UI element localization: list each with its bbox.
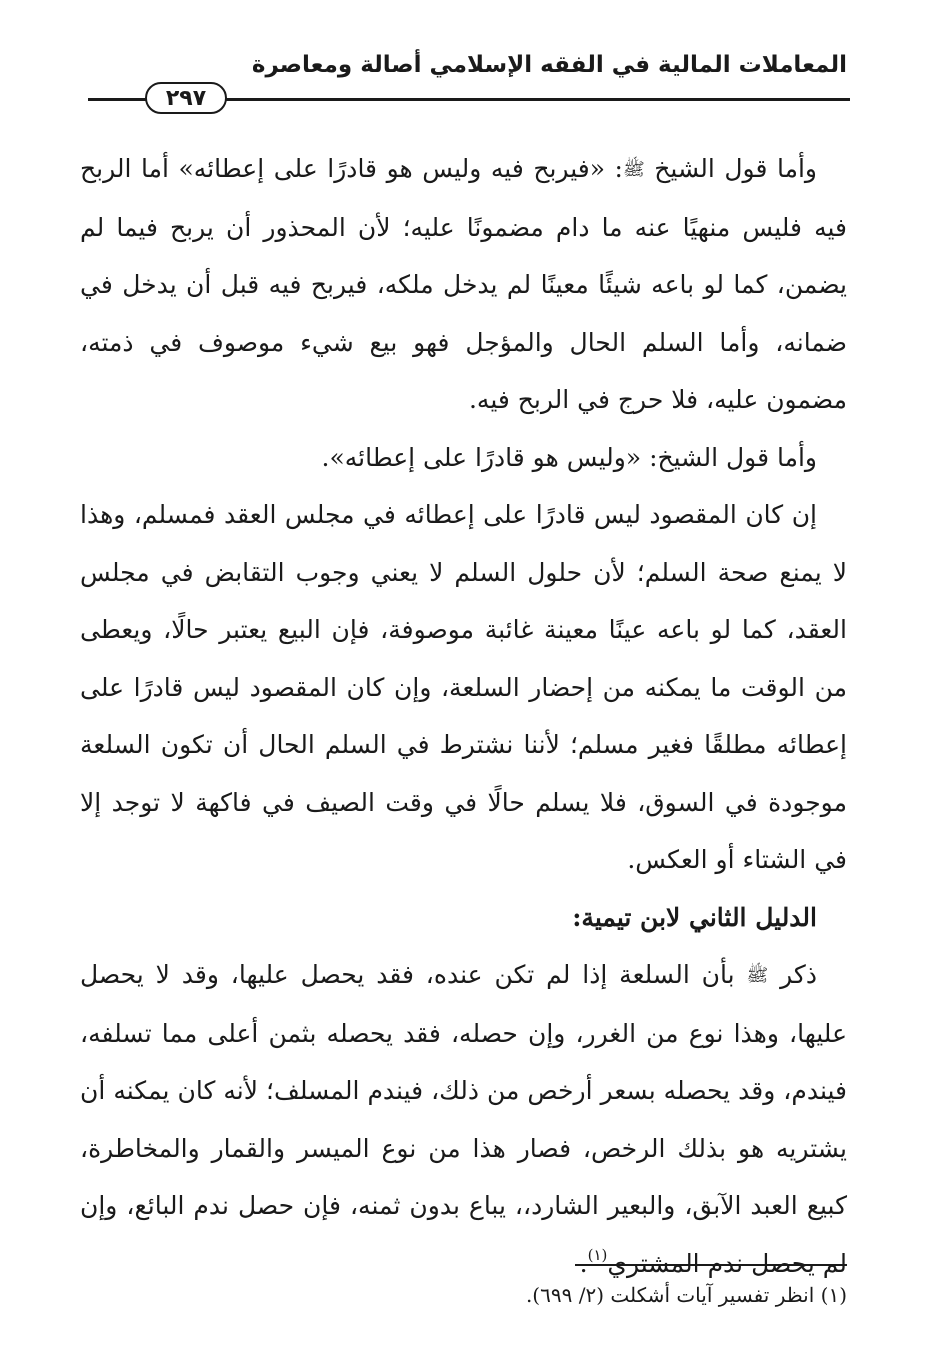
footnote-rule: [575, 1264, 847, 1266]
footnote: (١) انظر تفسير آيات أشكلت (٢/ ٦٩٩).: [525, 1283, 847, 1307]
section-heading: الدليل الثاني لابن تيمية:: [572, 902, 817, 932]
footnote-reference[interactable]: (١): [587, 1245, 608, 1264]
paragraph-2: وأما قول الشيخ: «وليس هو قادرًا على إعطائه».: [321, 442, 817, 472]
honorific-glyph-2: ﷺ: [746, 965, 769, 986]
running-title: المعاملات المالية في الفقه الإسلامي أصالة ومعاصرة: [251, 52, 847, 78]
paragraph-4-end: .: [579, 1248, 588, 1278]
honorific-glyph: ﷺ: [622, 159, 645, 180]
paragraph-4-body: بأن السلعة إذا لم تكن عنده، فقد يحصل عليها، وقد لا يحصل عليها، وهذا نوع من الغرر، وإن حصله، فقد يحصله بثمن أعلى مما تسلفه، فيندم، وقد يحصله بسعر أرخص من ذلك، فيندم المسلف؛ لأنه كان يمكنه أن يشتريه هو بذلك الرخص، فصار هذا من نوع الميسر والقمار والمخاطرة، كبيع العبد الآبق، والبعير الشارد،، يباع بدون ثمنه، فإن حصل ندم البائع، وإن لم يحصل ندم المشتري: [80, 960, 847, 1278]
paragraph-1-lead: وأما قول الشيخ: [654, 154, 818, 183]
paragraph-3: إن كان المقصود ليس قادرًا على إعطائه في مجلس العقد فمسلم، وهذا لا يمنع صحة السلم؛ لأن حلول السلم لا يعني وجوب التقابض في مجلس العقد، كما لو باعه عينًا معينة غائبة موصوفة، فإن البيع يعتبر حالًا، ويعطى من الوقت ما يمكنه من إحضار السلعة، وإن كان المقصود ليس قادرًا على إعطائه مطلقًا فغير مسلم؛ لأننا نشترط في السلم الحال أن تكون السلعة موجودة في السوق، فلا يسلم حالًا في وقت الصيف في فاكهة لا توجد إلا في الشتاء أو العكس.: [80, 500, 847, 874]
main-text: [80, 140, 847, 1292]
paragraph-4-lead: ذكر: [780, 960, 817, 989]
paragraph-1: [80, 140, 847, 429]
paragraph-1-body: : «فيربح فيه وليس هو قادرًا على إعطائه» أما الربح فيه فليس منهيًا عنه ما دام مضمونًا عليه؛ لأن المحذور أن يربح فيما لم يضمن، كما لو باعه شيئًا معينًا لم يدخل ملكه، فيربح فيه قبل أن يدخل في ضمانه، وأما السلم الحال والمؤجل فهو بيع شيء موصوف في ذمته، مضمون عليه، فلا حرج في الربح فيه.: [80, 154, 847, 414]
page-number-badge: ٢٩٧: [145, 82, 227, 114]
paragraph-4: [80, 946, 847, 1292]
